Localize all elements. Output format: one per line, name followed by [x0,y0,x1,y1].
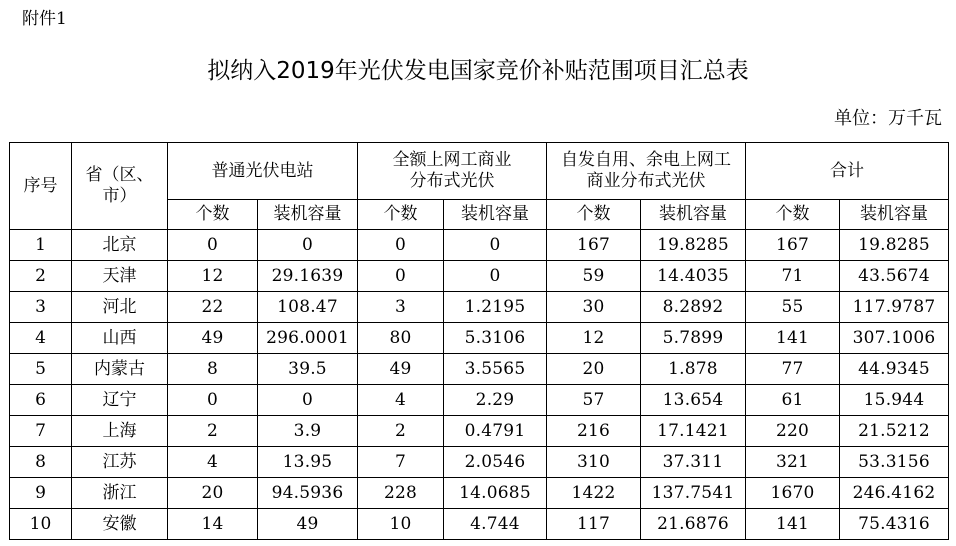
cell-province: 内蒙古 [72,354,168,385]
cell-utility-capacity: 3.9 [258,416,358,447]
cell-utility-count: 2 [168,416,258,447]
cell-selfuse-count: 310 [547,447,641,478]
cell-seq: 1 [10,230,72,261]
cell-province: 山西 [72,323,168,354]
cell-utility-count: 14 [168,509,258,540]
header-row-1 [10,143,949,200]
cell-seq: 5 [10,354,72,385]
cell-total-count: 141 [746,323,840,354]
cell-seq: 2 [10,261,72,292]
cell-fullgrid-capacity: 2.29 [444,385,547,416]
cell-utility-capacity: 296.0001 [258,323,358,354]
cell-fullgrid-capacity: 0.4791 [444,416,547,447]
cell-utility-count: 20 [168,478,258,509]
cell-utility-count: 8 [168,354,258,385]
header-group-self-use: 自发自用、余电上网工商业分布式光伏 [547,143,746,200]
cell-total-count: 77 [746,354,840,385]
subheader-count: 个数 [547,200,641,230]
table-row [10,230,949,261]
cell-seq: 9 [10,478,72,509]
table-row [10,447,949,478]
cell-utility-count: 4 [168,447,258,478]
cell-fullgrid-count: 3 [358,292,444,323]
cell-fullgrid-capacity: 4.744 [444,509,547,540]
cell-total-count: 321 [746,447,840,478]
cell-selfuse-capacity: 37.311 [641,447,746,478]
cell-total-capacity: 53.3156 [840,447,949,478]
cell-utility-count: 22 [168,292,258,323]
cell-selfuse-count: 216 [547,416,641,447]
cell-total-capacity: 117.9787 [840,292,949,323]
cell-fullgrid-count: 4 [358,385,444,416]
cell-fullgrid-capacity: 0 [444,261,547,292]
cell-province: 上海 [72,416,168,447]
cell-province: 安徽 [72,509,168,540]
subheader-capacity: 装机容量 [444,200,547,230]
cell-selfuse-count: 57 [547,385,641,416]
cell-utility-count: 12 [168,261,258,292]
cell-seq: 3 [10,292,72,323]
table-row [10,261,949,292]
cell-selfuse-capacity: 19.8285 [641,230,746,261]
cell-total-capacity: 19.8285 [840,230,949,261]
annex-label: 附件1 [22,9,67,29]
cell-seq: 6 [10,385,72,416]
cell-fullgrid-count: 0 [358,261,444,292]
cell-fullgrid-count: 80 [358,323,444,354]
subheader-capacity: 装机容量 [258,200,358,230]
cell-selfuse-count: 12 [547,323,641,354]
subheader-count: 个数 [168,200,258,230]
cell-province: 江苏 [72,447,168,478]
cell-utility-capacity: 29.1639 [258,261,358,292]
cell-selfuse-count: 59 [547,261,641,292]
cell-total-capacity: 21.5212 [840,416,949,447]
cell-utility-capacity: 94.5936 [258,478,358,509]
table-row [10,385,949,416]
cell-selfuse-capacity: 1.878 [641,354,746,385]
subheader-capacity: 装机容量 [641,200,746,230]
table-row [10,509,949,540]
cell-utility-capacity: 0 [258,385,358,416]
cell-fullgrid-capacity: 5.3106 [444,323,547,354]
cell-fullgrid-capacity: 1.2195 [444,292,547,323]
cell-total-capacity: 44.9345 [840,354,949,385]
table-row [10,292,949,323]
cell-seq: 7 [10,416,72,447]
cell-province: 天津 [72,261,168,292]
subheader-capacity: 装机容量 [840,200,949,230]
cell-seq: 10 [10,509,72,540]
cell-fullgrid-count: 7 [358,447,444,478]
table-row [10,354,949,385]
cell-fullgrid-count: 0 [358,230,444,261]
cell-selfuse-capacity: 13.654 [641,385,746,416]
cell-seq: 8 [10,447,72,478]
cell-fullgrid-capacity: 2.0546 [444,447,547,478]
table-row [10,478,949,509]
cell-utility-capacity: 39.5 [258,354,358,385]
cell-province: 浙江 [72,478,168,509]
header-group-utility: 普通光伏电站 [168,143,358,200]
cell-seq: 4 [10,323,72,354]
cell-selfuse-count: 30 [547,292,641,323]
cell-selfuse-count: 1422 [547,478,641,509]
cell-total-count: 1670 [746,478,840,509]
cell-utility-capacity: 108.47 [258,292,358,323]
summary-table [9,142,949,540]
cell-fullgrid-count: 10 [358,509,444,540]
cell-province: 河北 [72,292,168,323]
cell-fullgrid-capacity: 14.0685 [444,478,547,509]
cell-selfuse-capacity: 17.1421 [641,416,746,447]
cell-total-count: 141 [746,509,840,540]
cell-province: 北京 [72,230,168,261]
cell-selfuse-count: 167 [547,230,641,261]
table-row [10,323,949,354]
cell-utility-capacity: 13.95 [258,447,358,478]
cell-utility-count: 0 [168,385,258,416]
cell-selfuse-capacity: 21.6876 [641,509,746,540]
cell-fullgrid-count: 228 [358,478,444,509]
cell-utility-count: 49 [168,323,258,354]
cell-utility-count: 0 [168,230,258,261]
cell-total-capacity: 15.944 [840,385,949,416]
cell-total-count: 71 [746,261,840,292]
cell-selfuse-capacity: 14.4035 [641,261,746,292]
cell-selfuse-capacity: 137.7541 [641,478,746,509]
cell-fullgrid-capacity: 3.5565 [444,354,547,385]
cell-utility-capacity: 0 [258,230,358,261]
cell-total-capacity: 246.4162 [840,478,949,509]
table-body [10,230,949,540]
cell-utility-capacity: 49 [258,509,358,540]
subheader-count: 个数 [358,200,444,230]
header-group-full-grid: 全额上网工商业分布式光伏 [358,143,547,200]
document-title: 拟纳入2019年光伏发电国家竞价补贴范围项目汇总表 [207,58,749,84]
cell-fullgrid-capacity: 0 [444,230,547,261]
cell-selfuse-capacity: 5.7899 [641,323,746,354]
cell-total-count: 61 [746,385,840,416]
cell-selfuse-count: 117 [547,509,641,540]
cell-selfuse-count: 20 [547,354,641,385]
cell-total-capacity: 307.1006 [840,323,949,354]
header-province: 省（区、市） [72,143,168,230]
table-row [10,416,949,447]
cell-province: 辽宁 [72,385,168,416]
cell-total-count: 220 [746,416,840,447]
subheader-count: 个数 [746,200,840,230]
cell-selfuse-capacity: 8.2892 [641,292,746,323]
cell-fullgrid-count: 49 [358,354,444,385]
cell-total-count: 55 [746,292,840,323]
cell-total-capacity: 43.5674 [840,261,949,292]
cell-total-count: 167 [746,230,840,261]
header-seq: 序号 [10,143,72,230]
unit-label: 单位：万千瓦 [834,108,942,129]
header-group-total: 合计 [746,143,949,200]
cell-total-capacity: 75.4316 [840,509,949,540]
cell-fullgrid-count: 2 [358,416,444,447]
